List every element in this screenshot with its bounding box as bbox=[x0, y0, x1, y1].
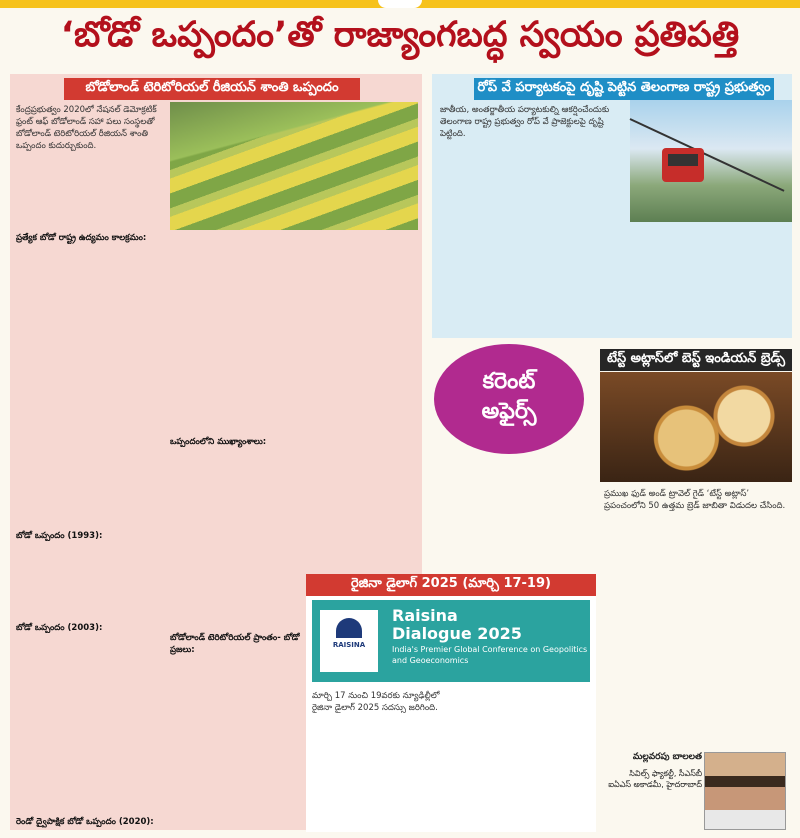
ropeway-section-title: రోప్ వే పర్యాటకంపై దృష్టి పెట్టిన తెలంగాణ రాష్ట్ర ప్రభుత్వం bbox=[474, 78, 774, 100]
raisina-banner bbox=[312, 600, 590, 682]
bread-photo bbox=[600, 372, 792, 482]
breads-intro: ప్రముఖ ఫుడ్ అండ్ ట్రావెల్ గైడ్ ‘టేస్ట్ అట్లాస్’ ప్రపంచంలోని 50 ఉత్తమ బ్రెడ్ జాబితా విడుదల చేసింది. bbox=[604, 489, 786, 511]
page-headline: ‘బోడో ఒప్పందం’తో రాజ్యాంగబద్ధ స్వయం ప్రతిపత్తి bbox=[60, 15, 740, 55]
raisina-section-title: రైజినా డైలాగ్ 2025 (మార్చి 17-19) bbox=[306, 574, 596, 596]
current-affairs-line1: కరెంట్ bbox=[482, 369, 536, 394]
raisina-banner-subtitle: India's Premier Global Conference on Geopolitics and Geoeconomics bbox=[392, 645, 588, 665]
ropeway-photo bbox=[630, 100, 792, 222]
current-affairs-line2: అఫైర్స్ bbox=[481, 399, 537, 424]
bodoland-intro: కేంద్రప్రభుత్వం 2020లో నేషనల్ డెమోక్రటిక్ ఫ్రంట్ ఆఫ్ బోడోలాండ్ సహా పలు సంస్థలతో బోడోలాండ్ టెరిటోరియల్ రీజియన్ శాంతి ఒప్పందం కుదుర్చుకుంది. bbox=[16, 105, 157, 151]
bodoland-subhead-2020: రెండో ద్వైపాక్షిక బోడో ఒప్పందం (2020): bbox=[16, 817, 154, 827]
raisina-logo-text: RAISINA bbox=[332, 641, 366, 649]
bodoland-subhead-timeline: ప్రత్యేక బోడో రాష్ట్ర ఉద్యమం కాలక్రమం: bbox=[16, 233, 147, 243]
breads-section-title: టేస్ట్ అట్లాస్‌లో బెస్ట్ ఇండియన్ బ్రెడ్స్ bbox=[600, 349, 792, 371]
bodoland-subhead-highlights: ఒప్పందంలోని ముఖ్యాంశాలు: bbox=[170, 437, 267, 447]
bodoland-subhead-1993: బోడో ఒప్పందం (1993): bbox=[16, 531, 103, 541]
top-notch bbox=[378, 0, 422, 8]
author-role: సివిల్స్ ఫ్యాకల్టీ, సీఎస్‌బీ ఐఏఎస్ అకాడమీ, హైదరాబాద్ bbox=[608, 769, 702, 789]
bodoland-subhead-2003: బోడో ఒప్పందం (2003): bbox=[16, 623, 103, 633]
current-affairs-badge bbox=[434, 344, 584, 454]
top-accent-bar bbox=[0, 0, 800, 8]
bodoland-subhead-people: బోడోలాండ్ టెరిటోరియల్ ప్రాంతం- బోడో ప్రజలు: bbox=[170, 633, 300, 655]
raisina-body: మార్చి 17 నుంచి 19వరకు న్యూఢిల్లీలో రైజినా డైలాగ్ 2025 సదస్సు జరిగింది. bbox=[312, 691, 440, 713]
bodoland-section-title: బోడోలాండ్ టెరిటోరియల్ రీజియన్ శాంతి ఒప్పందం bbox=[64, 78, 360, 100]
fields-photo bbox=[170, 102, 418, 230]
raisina-logo bbox=[320, 610, 378, 672]
author-photo bbox=[704, 752, 786, 830]
author-name: మల్లవరపు బాలలత bbox=[632, 752, 702, 762]
ropeway-gondola bbox=[662, 148, 704, 182]
ropeway-intro: జాతీయ, అంతర్జాతీయ పర్యాటకుల్ని ఆకర్షించేందుకు తెలంగాణ రాష్ట్ర ప్రభుత్వం రోప్ వే ప్రాజెక్టులపై దృష్టి పెట్టింది. bbox=[440, 105, 610, 139]
raisina-banner-title-1: Raisina bbox=[392, 606, 458, 625]
raisina-dome-icon bbox=[336, 618, 362, 638]
raisina-banner-title-2: Dialogue 2025 bbox=[392, 624, 522, 643]
